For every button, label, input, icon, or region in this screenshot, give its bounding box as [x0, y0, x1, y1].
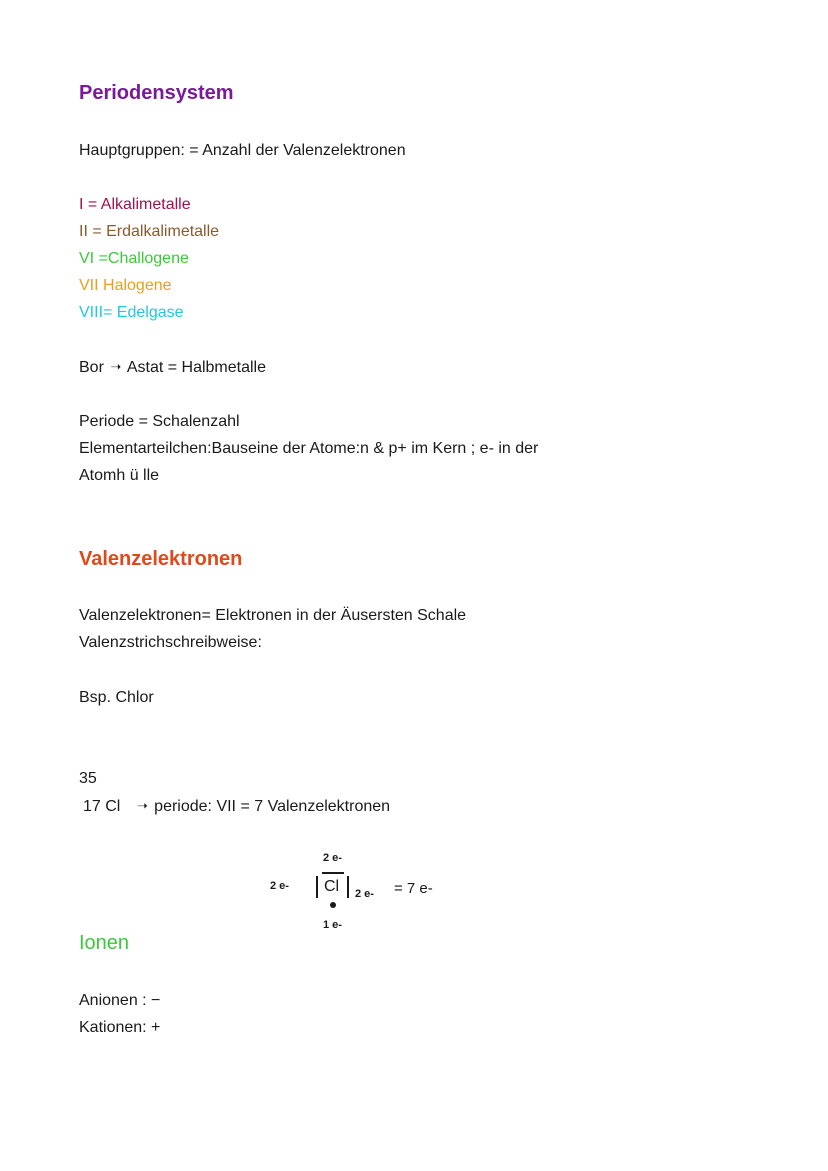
top-bar [322, 872, 344, 874]
electrons-top: 2 e- [323, 852, 342, 864]
hauptgruppen-line: Hauptgruppen: = Anzahl der Valenzelektronen [79, 142, 406, 159]
group-erdalkalimetalle: II = Erdalkalimetalle [79, 223, 220, 240]
atomic-line [83, 797, 390, 817]
schreibweise-line: Valenzstrichschreibweise: [79, 634, 262, 651]
group-halogene: VII Halogene [79, 277, 172, 294]
halbmetalle-right: Astat = Halbmetalle [126, 359, 267, 376]
electrons-right: 2 e- [355, 888, 374, 900]
halbmetalle-left: Bor [79, 359, 104, 376]
electrons-left: 2 e- [270, 880, 289, 892]
kationen-line: Kationen: + [79, 1019, 161, 1036]
periode-line: Periode = Schalenzahl [79, 413, 240, 430]
heading-periodensystem: Periodensystem [79, 82, 234, 104]
definition-line: Valenzelektronen= Elektronen in der Äusersten Schale [79, 607, 467, 624]
lewis-diagram [260, 848, 460, 938]
chlorine-symbol: Cl [324, 878, 340, 895]
group-edelgase: VIII= Edelgase [79, 304, 184, 321]
mass-number: 35 [79, 770, 97, 787]
example-line: Bsp. Chlor [79, 689, 154, 706]
elementarteilchen-line-1: Elementarteilchen:Bauseine der Atome:n & p+ im Kern ; e- in der [79, 440, 539, 457]
group-challogene: VI =Challogene [79, 250, 189, 267]
group-alkalimetalle: I = Alkalimetalle [79, 196, 191, 213]
halbmetalle-line [79, 358, 266, 378]
left-bar [316, 876, 318, 898]
atomic-periode: periode: VII = 7 Valenzelektronen [154, 798, 391, 815]
electrons-bottom: 1 e- [323, 919, 342, 931]
heading-valenzelektronen: Valenzelektronen [79, 548, 243, 570]
atomic-symbol: 17 Cl [83, 798, 121, 815]
arrow-right-icon: ➝ [110, 359, 122, 374]
heading-ionen: Ionen [79, 932, 130, 954]
anionen-line: Anionen : − [79, 992, 161, 1009]
arrow-right-icon: ➝ [136, 798, 148, 813]
electrons-total: = 7 e- [394, 880, 433, 897]
electron-dot [330, 902, 336, 908]
elementarteilchen-line-2: Atomh ü lle [79, 467, 160, 484]
right-bar [347, 876, 349, 898]
